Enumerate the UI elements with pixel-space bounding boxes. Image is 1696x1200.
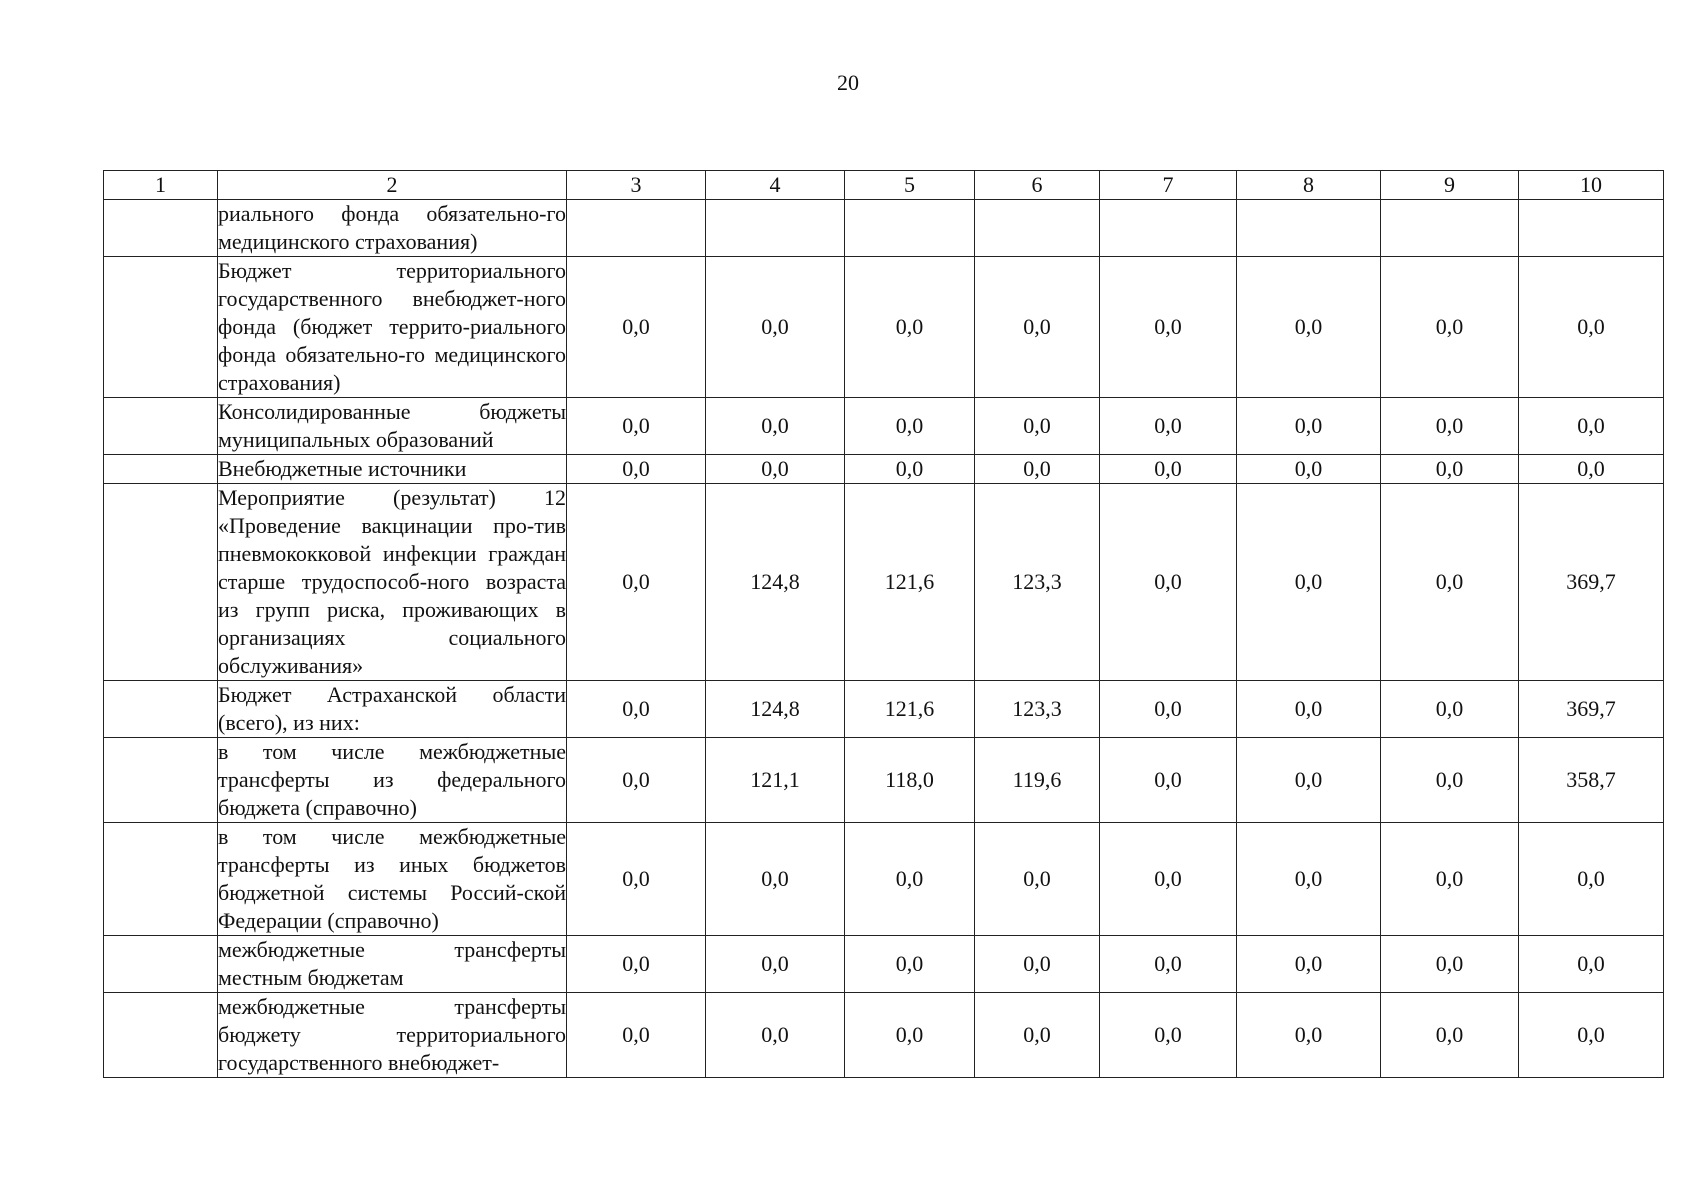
value-cell: 0,0 <box>1381 738 1519 823</box>
value-cell: 0,0 <box>845 257 975 398</box>
value-cell <box>1381 200 1519 257</box>
value-cell: 0,0 <box>1519 993 1664 1078</box>
page-number: 20 <box>837 70 859 95</box>
value-cell: 0,0 <box>1381 398 1519 455</box>
value-cell <box>1237 200 1381 257</box>
row-description: межбюджетные трансферты бюджету территориального государственного внебюджет- <box>218 993 567 1078</box>
column-header: 4 <box>706 171 845 200</box>
value-cell: 121,1 <box>706 738 845 823</box>
value-cell: 0,0 <box>706 257 845 398</box>
value-cell: 0,0 <box>1381 484 1519 681</box>
value-cell: 0,0 <box>567 257 706 398</box>
value-cell: 0,0 <box>1100 681 1237 738</box>
value-cell: 0,0 <box>1100 738 1237 823</box>
value-cell: 0,0 <box>1237 993 1381 1078</box>
value-cell <box>706 200 845 257</box>
value-cell: 0,0 <box>1237 936 1381 993</box>
header-row <box>104 171 1664 200</box>
value-cell: 0,0 <box>975 993 1100 1078</box>
value-cell: 0,0 <box>845 455 975 484</box>
column-header: 7 <box>1100 171 1237 200</box>
value-cell: 0,0 <box>1100 823 1237 936</box>
row-description: Консолидированные бюджеты муниципальных образований <box>218 398 567 455</box>
table-row <box>104 398 1664 455</box>
column-header: 2 <box>218 171 567 200</box>
value-cell <box>845 200 975 257</box>
table-row <box>104 200 1664 257</box>
column-header: 5 <box>845 171 975 200</box>
row-index-cell <box>104 200 218 257</box>
value-cell: 0,0 <box>1237 681 1381 738</box>
value-cell: 121,6 <box>845 484 975 681</box>
column-header: 1 <box>104 171 218 200</box>
value-cell: 0,0 <box>1100 455 1237 484</box>
value-cell: 124,8 <box>706 484 845 681</box>
value-cell: 0,0 <box>706 993 845 1078</box>
value-cell: 0,0 <box>1100 936 1237 993</box>
value-cell <box>1100 200 1237 257</box>
row-index-cell <box>104 936 218 993</box>
column-header: 6 <box>975 171 1100 200</box>
value-cell: 0,0 <box>567 738 706 823</box>
value-cell: 0,0 <box>845 823 975 936</box>
value-cell: 0,0 <box>567 681 706 738</box>
value-cell: 0,0 <box>1237 455 1381 484</box>
value-cell: 0,0 <box>975 936 1100 993</box>
table-row <box>104 681 1664 738</box>
value-cell: 0,0 <box>1100 993 1237 1078</box>
value-cell: 0,0 <box>975 455 1100 484</box>
row-description: Бюджет Астраханской области (всего), из них: <box>218 681 567 738</box>
row-description: риального фонда обязательно-го медицинского страхования) <box>218 200 567 257</box>
value-cell: 0,0 <box>845 993 975 1078</box>
value-cell <box>1519 200 1664 257</box>
value-cell: 358,7 <box>1519 738 1664 823</box>
value-cell: 0,0 <box>845 398 975 455</box>
value-cell: 0,0 <box>706 936 845 993</box>
row-description: Внебюджетные источники <box>218 455 567 484</box>
row-index-cell <box>104 823 218 936</box>
value-cell: 0,0 <box>1237 823 1381 936</box>
value-cell <box>975 200 1100 257</box>
row-index-cell <box>104 455 218 484</box>
table-row <box>104 484 1664 681</box>
row-description: в том числе межбюджетные трансферты из федерального бюджета (справочно) <box>218 738 567 823</box>
value-cell: 369,7 <box>1519 681 1664 738</box>
value-cell: 0,0 <box>975 257 1100 398</box>
table-row <box>104 936 1664 993</box>
row-description: Бюджет территориального государственного внебюджет-ного фонда (бюджет террито-риального фонда обязательно-го медицинского страхования) <box>218 257 567 398</box>
column-header: 8 <box>1237 171 1381 200</box>
row-index-cell <box>104 681 218 738</box>
value-cell: 0,0 <box>1381 993 1519 1078</box>
value-cell: 369,7 <box>1519 484 1664 681</box>
value-cell: 0,0 <box>1237 738 1381 823</box>
value-cell: 0,0 <box>1381 936 1519 993</box>
value-cell: 0,0 <box>1381 455 1519 484</box>
value-cell: 123,3 <box>975 484 1100 681</box>
table-row <box>104 993 1664 1078</box>
value-cell: 0,0 <box>1519 455 1664 484</box>
value-cell: 0,0 <box>567 823 706 936</box>
row-index-cell <box>104 993 218 1078</box>
value-cell: 0,0 <box>706 455 845 484</box>
value-cell: 0,0 <box>1381 823 1519 936</box>
value-cell: 0,0 <box>1519 936 1664 993</box>
value-cell: 0,0 <box>1100 257 1237 398</box>
row-description: межбюджетные трансферты местным бюджетам <box>218 936 567 993</box>
value-cell: 0,0 <box>567 484 706 681</box>
value-cell <box>567 200 706 257</box>
column-header: 10 <box>1519 171 1664 200</box>
value-cell: 0,0 <box>567 936 706 993</box>
value-cell: 0,0 <box>975 398 1100 455</box>
value-cell: 0,0 <box>845 936 975 993</box>
value-cell: 0,0 <box>975 823 1100 936</box>
value-cell: 0,0 <box>1381 257 1519 398</box>
value-cell: 0,0 <box>567 398 706 455</box>
value-cell: 0,0 <box>706 823 845 936</box>
value-cell: 121,6 <box>845 681 975 738</box>
row-description: Мероприятие (результат) 12 «Проведение вакцинации про-тив пневмококковой инфекции граждан старше трудоспособ-ного возраста из групп риска, проживающих в организациях социального обслуживания» <box>218 484 567 681</box>
value-cell: 0,0 <box>706 398 845 455</box>
row-description: в том числе межбюджетные трансферты из иных бюджетов бюджетной системы Россий-ской Федерации (справочно) <box>218 823 567 936</box>
value-cell: 0,0 <box>1519 398 1664 455</box>
value-cell: 118,0 <box>845 738 975 823</box>
row-index-cell <box>104 484 218 681</box>
value-cell: 119,6 <box>975 738 1100 823</box>
value-cell: 0,0 <box>1237 398 1381 455</box>
row-index-cell <box>104 398 218 455</box>
value-cell: 0,0 <box>1100 398 1237 455</box>
column-header: 9 <box>1381 171 1519 200</box>
row-index-cell <box>104 257 218 398</box>
value-cell: 0,0 <box>1519 823 1664 936</box>
value-cell: 0,0 <box>1100 484 1237 681</box>
value-cell: 0,0 <box>1519 257 1664 398</box>
value-cell: 0,0 <box>567 455 706 484</box>
table-row <box>104 738 1664 823</box>
value-cell: 0,0 <box>1237 484 1381 681</box>
value-cell: 0,0 <box>1381 681 1519 738</box>
column-header: 3 <box>567 171 706 200</box>
table-row <box>104 257 1664 398</box>
budget-table <box>103 170 1664 1078</box>
table-row <box>104 823 1664 936</box>
row-index-cell <box>104 738 218 823</box>
table-row <box>104 455 1664 484</box>
value-cell: 123,3 <box>975 681 1100 738</box>
value-cell: 124,8 <box>706 681 845 738</box>
value-cell: 0,0 <box>1237 257 1381 398</box>
value-cell: 0,0 <box>567 993 706 1078</box>
